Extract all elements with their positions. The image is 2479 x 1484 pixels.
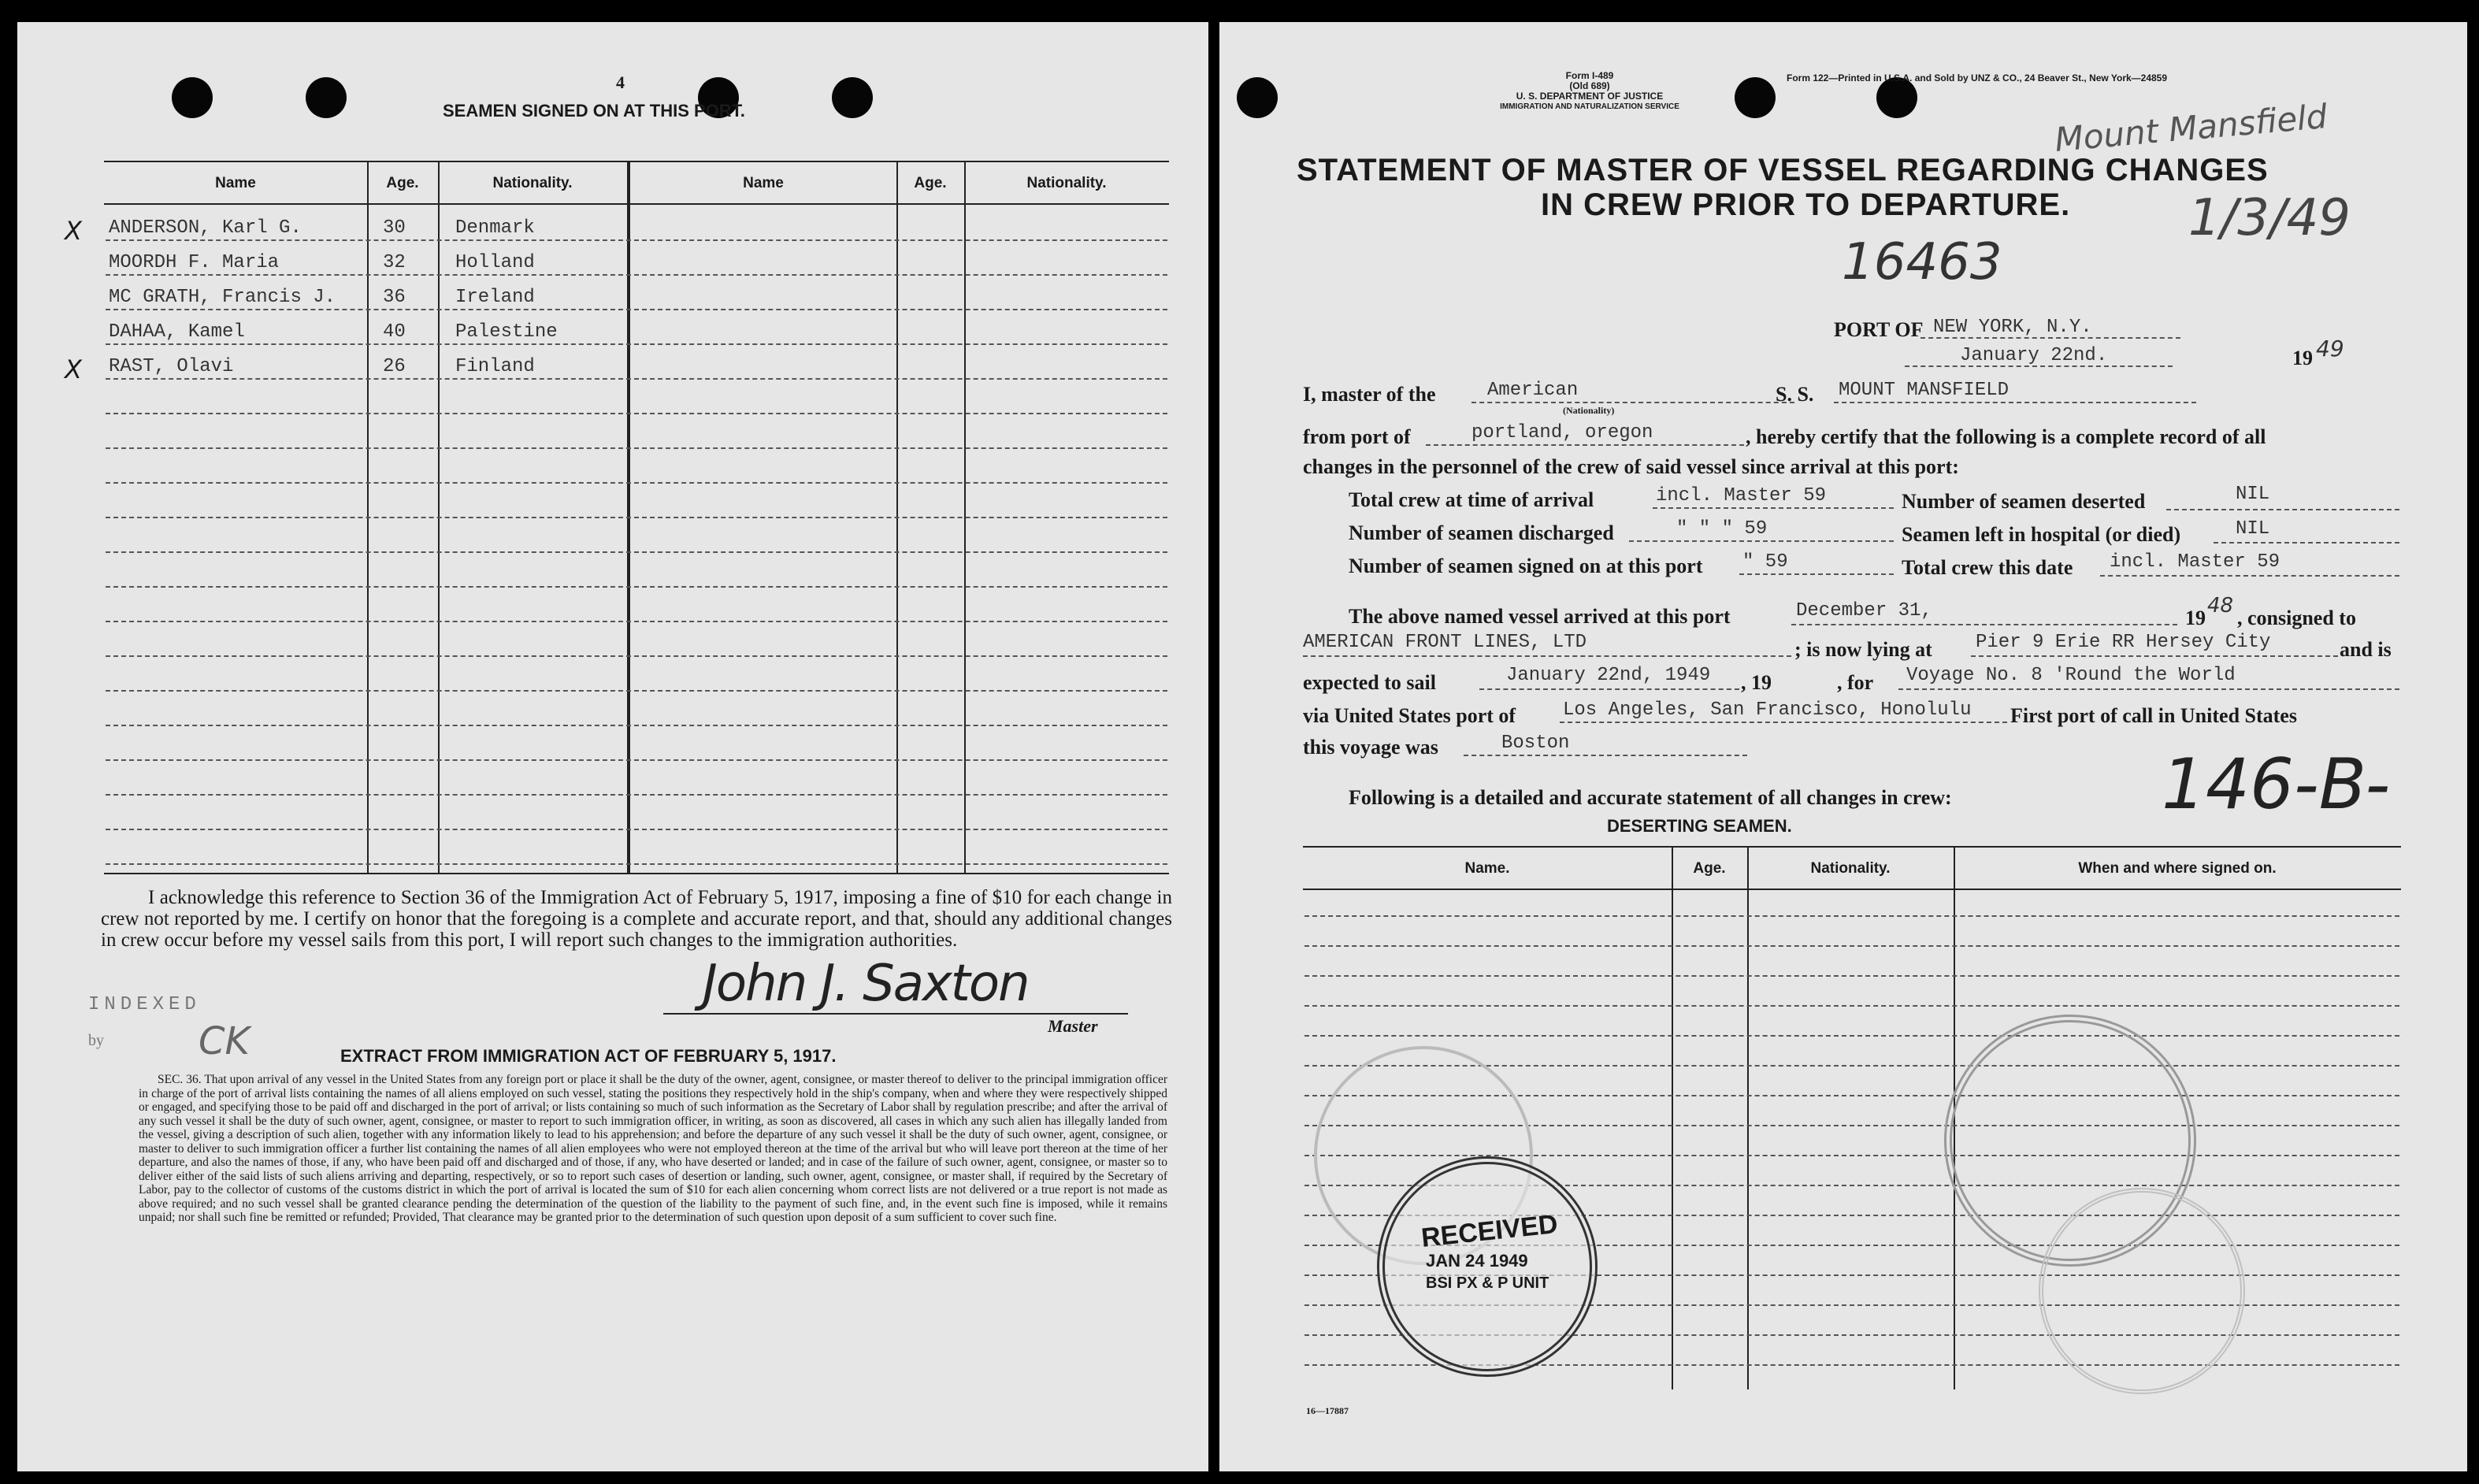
desert-col-signed-on: When and where signed on.: [2078, 860, 2277, 877]
year-value: 49: [2316, 336, 2344, 362]
row-rule: [1304, 1005, 2399, 1007]
from-port-value: portland, oregon: [1471, 422, 1653, 443]
row-name: RAST, Olavi: [109, 356, 234, 377]
deserted-value: NIL: [2236, 484, 2270, 505]
fill-rule: [1303, 655, 1791, 657]
row-rule: [106, 309, 1167, 310]
voyage-was-label: this voyage was: [1303, 736, 1438, 759]
via-label: via United States port of: [1303, 704, 1516, 727]
col-header-age-2: Age.: [914, 175, 947, 191]
row-rule: [1304, 1035, 2399, 1037]
punch-hole: [306, 77, 347, 118]
table-top-rule: [104, 161, 1169, 162]
from-port-label: from port of: [1303, 425, 1411, 448]
row-rule: [1304, 915, 2399, 917]
row-age: 32: [383, 252, 406, 273]
discharged-label: Number of seamen discharged: [1349, 521, 1614, 544]
form-old-number: (Old 689): [1569, 80, 1610, 91]
for-label: , for: [1837, 671, 1874, 694]
row-nationality: Palestine: [455, 321, 558, 343]
fill-rule: [2100, 575, 2399, 577]
row-rule: [106, 725, 1167, 726]
col-header-name-2: Name: [743, 175, 784, 191]
desert-col-nationality: Nationality.: [1810, 860, 1891, 877]
voyage-value: Voyage No. 8 'Round the World: [1906, 665, 2236, 686]
fill-rule: [1834, 402, 2196, 403]
table-bottom-rule: [104, 873, 1169, 874]
row-rule: [106, 829, 1167, 830]
row-rule: [106, 863, 1167, 865]
consignee-value: AMERICAN FRONT LINES, LTD: [1303, 632, 1587, 653]
acknowledgement-text: I acknowledge this reference to Section 36 of the Immigration Act of February 5, 1917, imposing a fine of $10 for each change in crew not reported by me. I certify on honor that the foregoing is a complete and accurate report, and that, should any additional changes in crew occur before my vessel sails from this port, I will report such changes to the immigration authorities.: [101, 887, 1172, 951]
department-name: U. S. DEPARTMENT OF JUSTICE: [1516, 91, 1664, 102]
signed-on-label: Number of seamen signed on at this port: [1349, 555, 1703, 577]
section-title: SEAMEN SIGNED ON AT THIS PORT.: [443, 101, 745, 121]
row-nationality: Holland: [455, 252, 535, 273]
hospital-label: Seamen left in hospital (or died): [1902, 523, 2181, 546]
discharged-value: " " " 59: [1676, 518, 1768, 540]
section-36-text: SEC. 36. That upon arrival of any vessel in the United States from any foreign port or place it shall be the duty of the owner, agent, consignee, or master thereof to deliver to the principal immigration officer in charge of the port of arrival lists containing the names of all aliens employed on such vessel, stating the positions they respectively hold in the ship's company, when and where they were respectively shipped or engaged, and specifying those to be paid off and discharged in the port of arrival; or lists containing so much of such information as the Secretary of Labor shall by regulation prescribe; and after the arrival of any such vessel it shall be the duty of such owner, agent, consignee, or master to report to such immigration officer, in writing, as soon as discovered, all cases in which any such alien has illegally landed from the vessel, giving a description of such alien, together with any information likely to lead to his apprehension; and before the departure of any such vessel it shall be the duty of such owner, agent, consignee, or master to deliver to such immigration officer a further list containing the names of all alien employees who were not employed thereon at the time of the arrival but who will leave port thereon at the time of her departure, and also the names of those, if any, who have been paid off and discharged and of those, if any, who have deserted or landed; and in case of the failure of such owner, agent, consignee, or master so to deliver either of the said lists of such aliens arriving and departing, respectively, or so to report such cases of desertion or landing, such owner, agent, consignee, or master shall, if required by the Secretary of Labor, pay to the collector of customs of the customs district in which the port of arrival is located the sum of $10 for each alien concerning whom correct lists are not delivered or a true report is not made as above required; and no such vessel shall be granted clearance pending the determination of the question of the liability to the payment of such fine, and, in the event such fine is imposed, while it remains unpaid; nor shall such fine be remitted or refunded; Provided, That clearance may be granted prior to the determination of such question upon deposit of a sum sufficient to cover such fine.: [139, 1073, 1167, 1224]
row-rule: [106, 239, 1167, 241]
fill-rule: [1920, 337, 2180, 339]
fill-rule: [1739, 573, 1894, 575]
punch-hole: [832, 77, 873, 118]
received-date: JAN 24 1949: [1426, 1251, 1528, 1271]
row-age: 40: [383, 321, 406, 343]
check-mark: X: [65, 354, 82, 384]
fill-rule: [1653, 507, 1894, 509]
arrived-year: 48: [2207, 594, 2234, 618]
row-rule: [1304, 945, 2399, 947]
desert-col-age: Age.: [1693, 860, 1726, 877]
hospital-value: NIL: [2236, 518, 2270, 540]
sail-label: expected to sail: [1303, 671, 1436, 694]
port-label: PORT OF: [1834, 318, 1924, 341]
extract-title: EXTRACT FROM IMMIGRATION ACT OF FEBRUARY 5, 1917.: [340, 1046, 837, 1066]
col-header-nationality-2: Nationality.: [1026, 175, 1107, 191]
service-name: IMMIGRATION AND NATURALIZATION SERVICE: [1500, 102, 1679, 111]
changes-text: changes in the personnel of the crew of said vessel since arrival at this port:: [1303, 455, 1959, 478]
first-port-label: First port of call in United States: [2010, 704, 2297, 727]
signed-on-value: " 59: [1742, 551, 1788, 573]
punch-hole: [172, 77, 213, 118]
row-rule: [106, 447, 1167, 449]
and-is-label: and is: [2340, 638, 2392, 661]
faint-stamp-right: [2039, 1188, 2245, 1394]
sail-value: January 22nd, 1949: [1506, 665, 1711, 686]
arrived-date: December 31,: [1796, 600, 1932, 621]
total-crew-value: incl. Master 59: [1656, 485, 1827, 506]
col-divider: [1747, 846, 1749, 1389]
row-name: DAHAA, Kamel: [109, 321, 245, 343]
nationality-caption: (Nationality): [1563, 405, 1615, 416]
master-signature: John J. Saxton: [703, 955, 1029, 1013]
fill-rule: [1464, 755, 1747, 756]
row-rule: [106, 586, 1167, 588]
arrived-label: The above named vessel arrived at this port: [1349, 605, 1731, 628]
fill-rule: [1971, 655, 2338, 657]
page-number: 4: [616, 72, 625, 92]
printer-note: Form 122—Printed in U.S.A. and Sold by UNZ & CO., 24 Beaver St., New York—24859: [1787, 72, 2168, 83]
col-header-name: Name: [215, 175, 256, 191]
row-name: ANDERSON, Karl G.: [109, 217, 302, 239]
fill-rule: [1898, 688, 2399, 690]
via-value: Los Angeles, San Francisco, Honolulu: [1563, 699, 1972, 721]
nationality-value: American: [1487, 380, 1579, 401]
handwritten-vessel-name: Mount Mansfield: [2053, 96, 2329, 160]
left-page: [17, 22, 1208, 1471]
table-header-rule: [1303, 889, 2401, 890]
row-nationality: Denmark: [455, 217, 535, 239]
received-label: RECEIVED: [1419, 1209, 1560, 1253]
row-rule: [106, 690, 1167, 692]
handwritten-file-number: 16463: [1842, 233, 2002, 291]
fill-rule: [1426, 444, 1744, 446]
arrived-year-prefix: 19: [2185, 607, 2206, 629]
vessel-name: MOUNT MANSFIELD: [1839, 380, 2010, 401]
col-header-nationality: Nationality.: [492, 175, 573, 191]
table-header-rule: [104, 203, 1169, 205]
consigned-label: , consigned to: [2237, 607, 2356, 629]
row-rule: [106, 482, 1167, 484]
row-rule: [106, 413, 1167, 414]
following-text: Following is a detailed and accurate statement of all changes in crew:: [1349, 786, 1952, 809]
date-value: January 22nd.: [1960, 345, 2108, 366]
fill-rule: [1629, 540, 1894, 542]
form-header: [1408, 71, 1771, 112]
row-age: 36: [383, 287, 406, 308]
master-of-label: I, master of the: [1303, 383, 1436, 406]
fill-rule: [2214, 542, 2399, 544]
indexed-initials: CK: [199, 1019, 250, 1063]
fill-rule: [1560, 722, 2007, 723]
row-rule: [106, 551, 1167, 553]
handwritten-date: 1/3/49: [2188, 189, 2351, 247]
row-rule: [106, 655, 1167, 657]
row-rule: [1304, 975, 2399, 977]
deserting-title: DESERTING SEAMEN.: [1607, 816, 1792, 836]
total-today-value: incl. Master 59: [2110, 551, 2280, 573]
form-title-line2: IN CREW PRIOR TO DEPARTURE.: [1541, 187, 2071, 222]
fill-rule: [1791, 624, 2177, 625]
check-mark: X: [65, 216, 82, 246]
fill-rule: [1905, 365, 2173, 367]
footer-code: 16—17887: [1306, 1405, 1349, 1416]
fill-rule: [1479, 688, 1739, 690]
sail-year-prefix: , 19: [1741, 671, 1772, 694]
lying-label: ; is now lying at: [1794, 638, 1932, 661]
row-rule: [106, 621, 1167, 622]
total-crew-label: Total crew at time of arrival: [1349, 488, 1594, 511]
voyage-was-value: Boston: [1501, 733, 1570, 754]
form-number: Form I-489: [1565, 70, 1614, 81]
col-header-age: Age.: [386, 175, 419, 191]
indexed-by-label: by: [88, 1032, 104, 1049]
table-top-rule: [1303, 846, 2401, 848]
row-age: 26: [383, 356, 406, 377]
row-rule: [106, 794, 1167, 796]
fill-rule: [2166, 509, 2399, 510]
fill-rule: [1471, 402, 1794, 403]
row-name: MC GRATH, Francis J.: [109, 287, 336, 308]
punch-hole: [1237, 77, 1278, 118]
row-nationality: Ireland: [455, 287, 535, 308]
year-prefix: 19: [2292, 347, 2313, 369]
row-rule: [106, 378, 1167, 380]
lying-value: Pier 9 Erie RR Hersey City: [1976, 632, 2271, 653]
ss-label: S. S.: [1776, 383, 1814, 406]
certify-text: , hereby certify that the following is a complete record of all: [1746, 425, 2266, 448]
deserted-label: Number of seamen deserted: [1902, 490, 2146, 513]
master-label: Master: [1048, 1016, 1098, 1036]
row-rule: [106, 343, 1167, 345]
received-office: BSI PX & P UNIT: [1426, 1274, 1549, 1292]
row-nationality: Finland: [455, 356, 535, 377]
row-rule: [106, 274, 1167, 276]
row-rule: [106, 759, 1167, 761]
row-age: 30: [383, 217, 406, 239]
port-value: NEW YORK, N.Y.: [1933, 317, 2092, 338]
handwritten-code: 146-B-: [2162, 744, 2391, 825]
total-today-label: Total crew this date: [1902, 556, 2073, 579]
col-divider: [1672, 846, 1673, 1389]
signature-line: [663, 1013, 1128, 1015]
right-page: [1219, 22, 2467, 1471]
indexed-stamp: INDEXED: [88, 994, 201, 1015]
form-title-line1: STATEMENT OF MASTER OF VESSEL REGARDING CHANGES: [1297, 153, 2269, 187]
row-name: MOORDH F. Maria: [109, 252, 280, 273]
row-rule: [106, 517, 1167, 518]
desert-col-name: Name.: [1464, 860, 1510, 877]
